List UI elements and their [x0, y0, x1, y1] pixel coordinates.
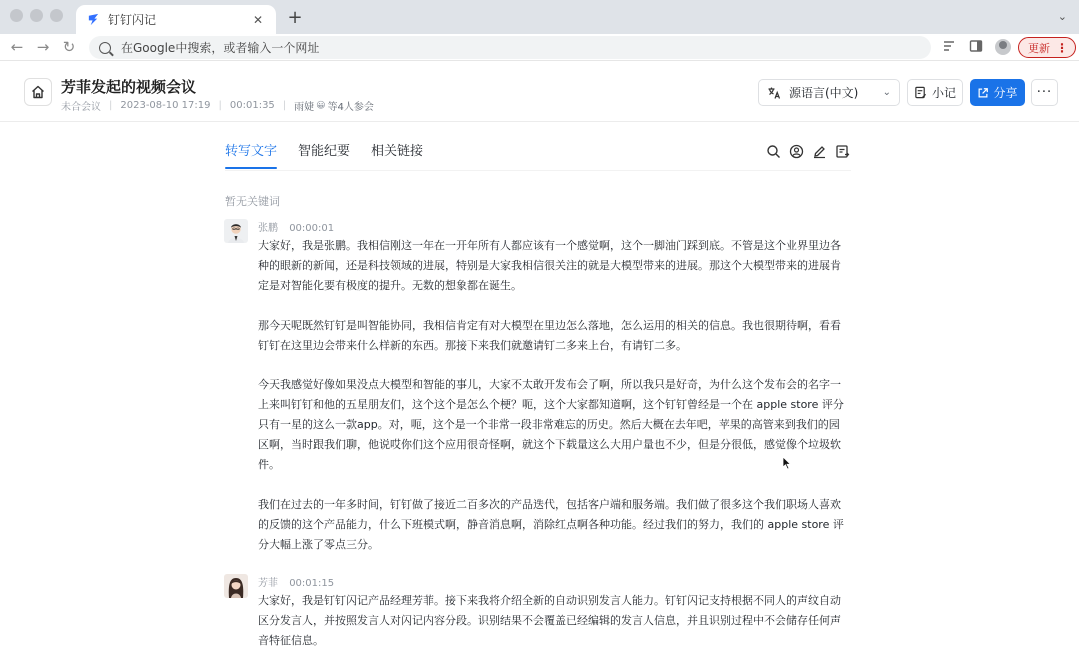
share-label: 分享	[993, 86, 1018, 100]
browser-tab[interactable]	[76, 5, 276, 34]
meeting-meta	[61, 98, 374, 113]
mouse-pointer-icon	[782, 456, 792, 470]
new-tab-icon[interactable]: +	[287, 7, 303, 28]
window-close-dot[interactable]	[10, 9, 23, 22]
speaker-header	[258, 574, 334, 589]
share-icon	[977, 87, 989, 99]
keywords-empty: 暂无关键词	[225, 195, 280, 208]
transcript-tools	[766, 144, 858, 159]
address-placeholder: 在Google中搜索，或者输入一个网址	[121, 41, 320, 55]
search-icon[interactable]	[766, 144, 781, 159]
transcript-paragraph[interactable]: 那今天呢既然钉钉是叫智能协同，我相信肯定有对大模型在里边怎么落地，怎么运用的相关的信息。我也很期待啊，看看钉钉在这里边会带来什么样新的东西。那接下来我们就邀请钉二多来上台，有请钉二多。	[258, 319, 841, 352]
search-icon	[99, 42, 111, 54]
browser-tab-bar	[0, 0, 1079, 34]
timestamp[interactable]: 00:00:01	[289, 223, 335, 234]
page-title: 芳菲发起的视频会议	[61, 78, 197, 96]
speaker-name[interactable]: 张鹏	[258, 223, 278, 234]
reload-icon[interactable]: ↻	[62, 38, 76, 56]
transcript-paragraph[interactable]: 大家好，我是钉钉闪记产品经理芳菲。接下来我将介绍全新的自动识别发言人能力。钉钉闪记支持根据不同人的声纹自动区分发言人，并按照发言人对闪记内容分段。识别结果不会覆盖已经编辑的发言人信息，并且识别过程中不会储存任何声音特征信息。	[258, 594, 841, 647]
speaker-avatar[interactable]	[224, 219, 248, 243]
dingtalk-favicon-icon	[86, 13, 100, 27]
tab-list-chevron-icon[interactable]: ⌄	[1057, 10, 1067, 23]
more-horizontal-icon: ···	[1036, 85, 1053, 100]
participant-name[interactable]: 雨婕	[294, 102, 315, 113]
tab-smart-summary[interactable]: 智能纪要	[298, 144, 351, 159]
speaker-name[interactable]: 芳菲	[258, 578, 278, 589]
meeting-header	[0, 62, 1079, 122]
browser-toolbar	[0, 34, 1079, 61]
tab-related-links[interactable]: 相关链接	[371, 144, 424, 159]
transcript-paragraph[interactable]: 我们在过去的一年多时间，钉钉做了接近二百多次的产品迭代，包括客户端和服务端。我们做了很多这个我们职场人喜欢的反馈的这个产品能力，什么下班模式啊，静音消息啊，消除红点啊各种功能。经过我们的努力，我们的 apple store 评分大幅上涨了零点三分。	[258, 498, 844, 551]
export-icon[interactable]	[835, 144, 850, 159]
update-label: 更新	[1028, 41, 1050, 55]
meeting-duration: 00:01:35	[229, 100, 275, 111]
tab-divider	[225, 170, 851, 171]
speaker-recognition-icon[interactable]	[789, 144, 804, 159]
language-select-value: 源语言(中文)	[789, 86, 859, 100]
meeting-status: 未合会议	[61, 102, 101, 113]
back-arrow-icon[interactable]: ←	[10, 38, 24, 56]
share-button[interactable]	[970, 79, 1025, 106]
meta-divider: |	[282, 100, 287, 111]
meeting-datetime: 2023-08-10 17:19	[120, 100, 211, 111]
content-tabs	[225, 140, 444, 169]
note-label: 小记	[931, 86, 956, 100]
meta-divider: |	[109, 100, 113, 111]
note-button[interactable]	[907, 79, 963, 106]
tab-transcript[interactable]: 转写文字	[225, 140, 277, 169]
chevron-down-icon: ⌄	[882, 87, 891, 98]
kebab-menu-icon: ⋮	[1056, 40, 1068, 55]
profile-avatar-icon[interactable]	[995, 39, 1011, 55]
browser-update-button[interactable]	[1018, 37, 1076, 58]
side-panel-icon[interactable]	[968, 39, 984, 55]
tab-title: 钉钉闪记	[108, 13, 157, 27]
meta-divider: |	[218, 100, 222, 111]
participant-count[interactable]: 等4人参会	[327, 102, 374, 113]
speaker-avatar[interactable]	[224, 574, 248, 598]
window-minimize-dot[interactable]	[30, 9, 43, 22]
forward-arrow-icon[interactable]: →	[36, 38, 50, 56]
translate-icon	[767, 86, 781, 100]
home-icon	[30, 84, 46, 100]
window-zoom-dot[interactable]	[50, 9, 63, 22]
home-button[interactable]	[24, 78, 52, 106]
more-options-button[interactable]	[1031, 79, 1058, 106]
tab-close-icon[interactable]: ✕	[252, 12, 264, 27]
note-icon	[914, 86, 927, 99]
transcript-paragraph[interactable]: 大家好，我是张鹏。我相信刚这一年在一开年所有人都应该有一个感觉啊，这个一脚油门踩到底。不管是这个业界里边各种的眼新的新闻，还是科技领域的进展，特别是大家我相信很关注的就是大模型带来的进展。那这个大模型带来的进展肯定是对智能化要有极度的提升。无数的想象都在诞生。	[258, 239, 841, 292]
timestamp[interactable]: 00:01:15	[289, 578, 335, 589]
speaker-header	[258, 219, 334, 234]
source-language-select[interactable]	[758, 79, 900, 106]
emoji-icon: 😀	[316, 100, 326, 111]
reading-list-icon[interactable]	[941, 39, 957, 55]
edit-icon[interactable]	[812, 144, 827, 159]
address-bar[interactable]	[89, 36, 931, 59]
transcript-paragraph[interactable]: 今天我感觉好像如果没点大模型和智能的事儿，大家不太敢开发布会了啊，所以我只是好奇，为什么这个发布会的名字一上来叫钉钉和他的五星朋友们，这个这个是怎么个梗？呃，这个大家都知道啊，这个钉钉曾经是一个在 apple store 评分只有一星的这么一款app。对，呃，这个是一个非常一段非常难忘的历史。然后大概在去年吧，苹果的高管来到我们的园区啊，当时跟我们聊，他说哎你们这个应用很奇怪啊，就这个下载量这么大用户量也不少，但是分很低，感觉像个垃圾软件。	[258, 378, 844, 471]
